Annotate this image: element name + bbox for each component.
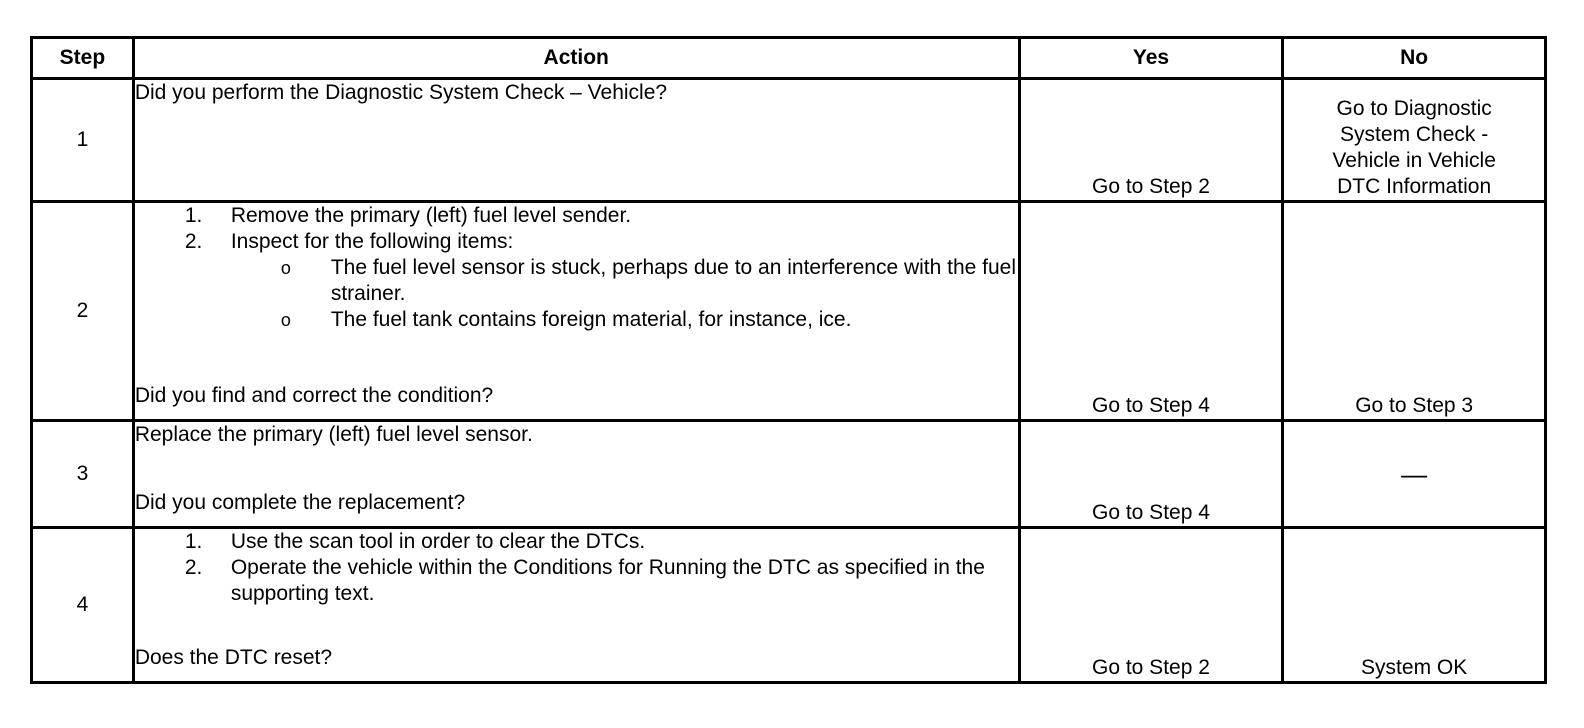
no-line: System Check - [1340,122,1489,146]
yes-cell: Go to Step 4 [1019,421,1283,528]
yes-cell: Go to Step 4 [1019,202,1283,421]
action-cell [133,79,1019,202]
header-action: Action [133,38,1019,79]
no-cell [1283,79,1546,202]
bullet-icon: o [280,310,291,331]
list-number: 2. [184,230,203,254]
action-cell [133,421,1019,528]
list-item [184,555,1018,607]
list-item-text: Remove the primary (left) fuel level sender. [230,204,632,227]
header-step: Step [32,38,134,79]
action-cell [133,528,1019,683]
list-item [184,229,1018,333]
no-cell [1283,421,1546,528]
action-question: Did you complete the replacement? [134,490,466,514]
bullet-item [280,255,1018,307]
list-item [184,203,1018,229]
step-number: 3 [32,421,134,528]
numbered-list [135,203,1018,333]
action-cell [133,202,1019,421]
bullet-text: The fuel tank contains foreign material, for instance, ice. [330,308,852,332]
header-row [32,38,1546,79]
bullet-text: The fuel level sensor is stuck, perhaps due to an interference with the fuel strainer. [330,256,1017,306]
bullet-item [280,307,1018,333]
diagnostic-table [30,36,1547,684]
yes-cell: Go to Step 2 [1019,528,1283,683]
list-item [184,529,1018,555]
bullet-list [231,255,1018,333]
no-line: DTC Information [1337,174,1492,198]
no-line: Go to Diagnostic [1336,96,1492,120]
numbered-list [135,529,1018,607]
table-row [32,528,1546,683]
action-question: Does the DTC reset? [134,645,333,669]
list-item-text: Use the scan tool in order to clear the DTCs. [230,530,646,553]
step-number: 2 [32,202,134,421]
list-number: 1. [184,530,203,553]
list-number: 2. [184,556,203,580]
header-yes: Yes [1019,38,1283,79]
action-text: Replace the primary (left) fuel level sensor. [134,423,533,446]
list-number: 1. [184,204,203,227]
action-question: Did you find and correct the condition? [134,383,494,407]
list-item-text: Inspect for the following items: [230,230,514,254]
table-row [32,202,1546,421]
no-cell: Go to Step 3 [1283,202,1546,421]
yes-cell: Go to Step 2 [1019,79,1283,202]
no-cell: System OK [1283,528,1546,683]
no-line: Vehicle in Vehicle [1332,148,1496,172]
table-row [32,421,1546,528]
no-dash: — [1401,458,1428,489]
step-number: 1 [32,79,134,202]
table-row [32,79,1546,202]
action-text: Did you perform the Diagnostic System Check – Vehicle? [134,81,668,104]
header-no: No [1283,38,1546,79]
step-number: 4 [32,528,134,683]
list-item-text: Operate the vehicle within the Conditions for Running the DTC as specified in the supporting text. [230,556,985,606]
bullet-icon: o [280,258,291,279]
